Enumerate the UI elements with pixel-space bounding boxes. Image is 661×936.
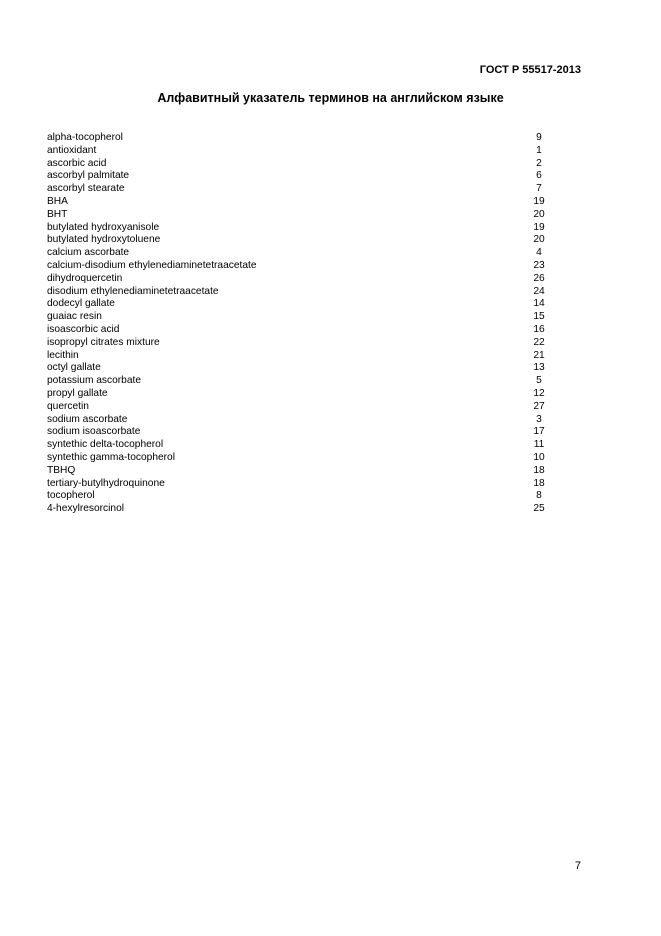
index-term: butylated hydroxytoluene [47, 234, 161, 246]
index-number: 26 [533, 272, 545, 284]
index-term: syntethic delta-tocopherol [47, 439, 164, 451]
index-number: 16 [533, 323, 545, 335]
index-number: 13 [533, 362, 545, 374]
index-row [47, 503, 559, 516]
index-number: 22 [533, 336, 545, 348]
index-number: 7 [536, 183, 542, 195]
index-term: dodecyl gallate [47, 298, 115, 310]
index-row [47, 414, 559, 427]
index-number: 9 [536, 132, 542, 143]
index-number: 11 [533, 439, 545, 451]
index-term: calcium-disodium ethylenediaminetetraacetate [47, 259, 257, 271]
index-number: 18 [533, 477, 545, 489]
index-number: 12 [533, 387, 545, 399]
index-row [47, 196, 559, 209]
index-term: ascorbic acid [47, 157, 107, 169]
index-row [47, 170, 559, 183]
index-number: 27 [533, 400, 545, 412]
term-index-list [47, 132, 559, 516]
index-number: 2 [536, 157, 542, 169]
index-row [47, 375, 559, 388]
index-term: ascorbyl stearate [47, 183, 125, 195]
index-term: syntethic gamma-tocopherol [47, 451, 175, 463]
index-row [47, 311, 559, 324]
index-term: BHT [47, 208, 68, 220]
index-row [47, 234, 559, 247]
page-number: 7 [574, 860, 581, 872]
index-term: propyl gallate [47, 387, 108, 399]
index-row [47, 324, 559, 337]
index-number: 25 [533, 503, 545, 515]
index-term: sodium ascorbate [47, 413, 128, 425]
index-number: 3 [536, 413, 542, 425]
index-term: antioxidant [47, 144, 97, 156]
index-row [47, 439, 559, 452]
index-row [47, 401, 559, 414]
index-term: 4-hexylresorcinol [47, 503, 125, 515]
index-row [47, 273, 559, 286]
index-term: tocopherol [47, 490, 95, 502]
index-number: 15 [533, 311, 545, 323]
index-number: 18 [533, 464, 545, 476]
index-number: 10 [533, 451, 545, 463]
index-row [47, 452, 559, 465]
index-number: 17 [533, 426, 545, 438]
index-row [47, 362, 559, 375]
index-row [47, 286, 559, 299]
index-number: 8 [536, 490, 542, 502]
index-term: quercetin [47, 400, 89, 412]
index-term: TBHQ [47, 464, 76, 476]
index-number: 20 [533, 234, 545, 246]
index-number: 5 [536, 375, 542, 387]
index-number: 4 [536, 247, 542, 259]
index-number: 1 [536, 144, 542, 156]
index-row [47, 388, 559, 401]
index-row [47, 247, 559, 260]
index-term: BHA [47, 195, 68, 207]
index-row [47, 426, 559, 439]
index-term: ascorbyl palmitate [47, 170, 130, 182]
index-number: 24 [533, 285, 545, 297]
index-number: 19 [533, 221, 545, 233]
index-term: potassium ascorbate [47, 375, 142, 387]
index-number: 23 [533, 259, 545, 271]
index-term: disodium ethylenediaminetetraacetate [47, 285, 219, 297]
index-number: 6 [536, 170, 542, 182]
index-row [47, 298, 559, 311]
index-term: lecithin [47, 349, 79, 361]
index-row [47, 222, 559, 235]
index-number: 21 [533, 349, 545, 361]
index-row [47, 132, 559, 145]
index-term: dihydroquercetin [47, 272, 123, 284]
index-row [47, 145, 559, 158]
standard-code: ГОСТ Р 55517-2013 [479, 64, 581, 76]
index-term: octyl gallate [47, 362, 101, 374]
index-term: butylated hydroxyanisole [47, 221, 160, 233]
index-number: 19 [533, 195, 545, 207]
index-row [47, 337, 559, 350]
index-number: 20 [533, 208, 545, 220]
index-term: calcium ascorbate [47, 247, 130, 259]
index-row [47, 478, 559, 491]
index-term: isopropyl citrates mixture [47, 336, 160, 348]
index-row [47, 465, 559, 478]
index-term: guaiac resin [47, 311, 102, 323]
index-row [47, 183, 559, 196]
index-row [47, 209, 559, 222]
index-term: tertiary-butylhydroquinone [47, 477, 165, 489]
index-term: alpha-tocopherol [47, 132, 123, 143]
index-number: 14 [533, 298, 545, 310]
index-row [47, 490, 559, 503]
index-row [47, 158, 559, 171]
index-row [47, 350, 559, 363]
index-term: sodium isoascorbate [47, 426, 141, 438]
page-title: Алфавитный указатель терминов на английском языке [157, 91, 504, 105]
index-row [47, 260, 559, 273]
index-term: isoascorbic acid [47, 323, 120, 335]
